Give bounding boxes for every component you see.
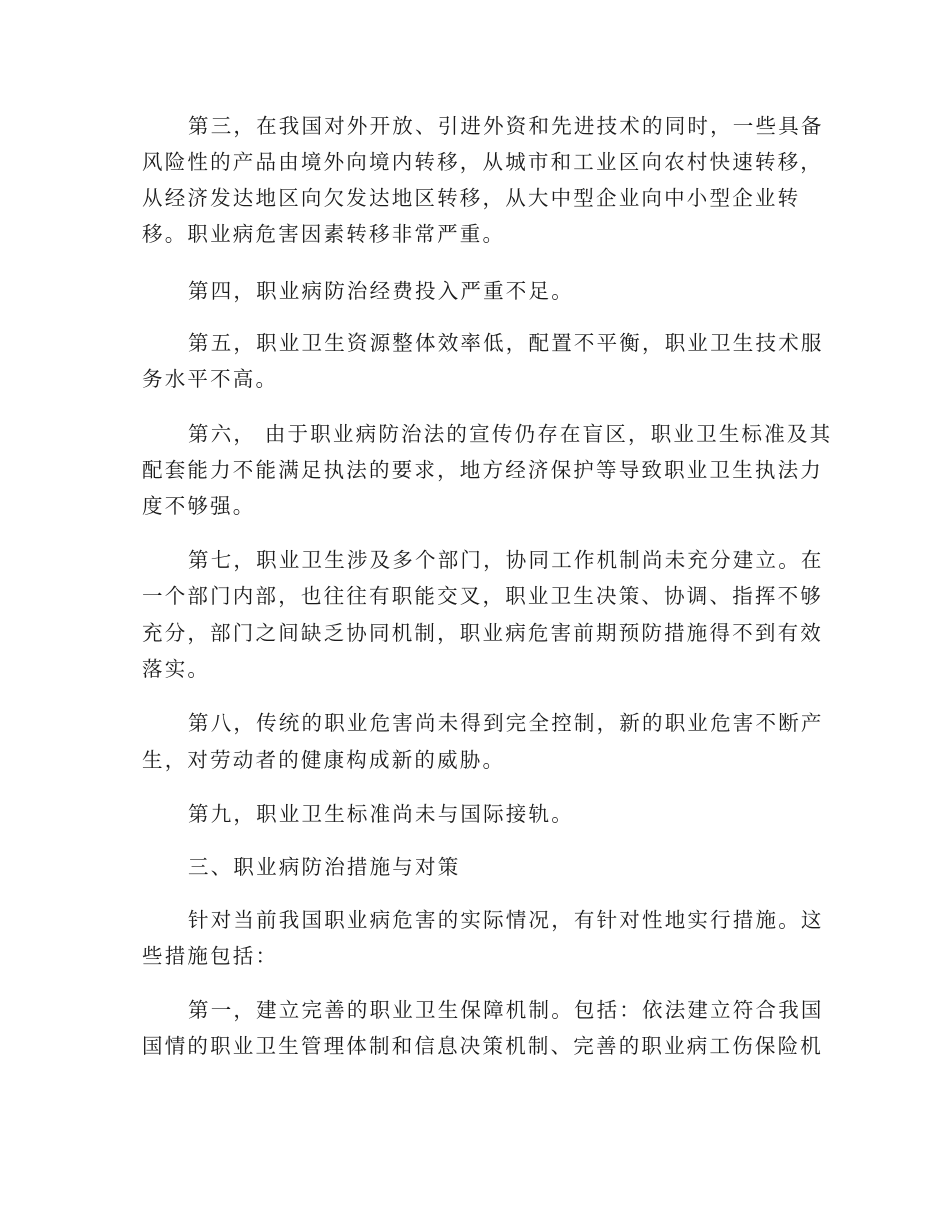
text-line: 第九，职业卫生标准尚未与国际接轨。 xyxy=(188,802,574,826)
text-line: 移。职业病危害因素转移非常严重。 xyxy=(142,222,506,246)
text-line: 配套能力不能满足执法的要求，地方经济保护等导致职业卫生执法力 xyxy=(142,458,823,482)
text-line: 务水平不高。 xyxy=(142,367,279,391)
text-line: 一个部门内部，也往往有职能交叉，职业卫生决策、协调、指挥不够 xyxy=(142,584,823,608)
text-line: 第七，职业卫生涉及多个部门，协同工作机制尚未充分建立。在 xyxy=(188,548,824,572)
text-line: 充分，部门之间缺乏协同机制，职业病危害前期预防措施得不到有效 xyxy=(142,621,823,645)
text-line: 从经济发达地区向欠发达地区转移，从大中型企业向中小型企业转 xyxy=(142,186,801,210)
text-line: 些措施包括： xyxy=(142,944,279,968)
text-line: 第四，职业病防治经费投入严重不足。 xyxy=(188,279,574,303)
text-line: 落实。 xyxy=(142,657,211,681)
text-line: 针对当前我国职业病危害的实际情况，有针对性地实行措施。这 xyxy=(188,908,824,932)
section-heading: 三、职业病防治措施与对策 xyxy=(188,855,461,879)
text-line: 第六， 由于职业病防治法的宣传仍存在盲区，职业卫生标准及其 xyxy=(188,422,833,446)
text-line: 第三，在我国对外开放、引进外资和先进技术的同时，一些具备 xyxy=(188,114,824,138)
text-line: 度不够强。 xyxy=(142,494,256,518)
text-line: 生，对劳动者的健康构成新的威胁。 xyxy=(142,748,506,772)
text-line: 国情的职业卫生管理体制和信息决策机制、完善的职业病工伤保险机 xyxy=(142,1034,823,1058)
text-line: 第八，传统的职业危害尚未得到完全控制，新的职业危害不断产 xyxy=(188,711,824,735)
text-line: 第五，职业卫生资源整体效率低，配置不平衡，职业卫生技术服 xyxy=(188,331,824,355)
text-line: 第一，建立完善的职业卫生保障机制。包括：依法建立符合我国 xyxy=(188,998,824,1022)
text-line: 风险性的产品由境外向境内转移，从城市和工业区向农村快速转移， xyxy=(142,150,823,174)
